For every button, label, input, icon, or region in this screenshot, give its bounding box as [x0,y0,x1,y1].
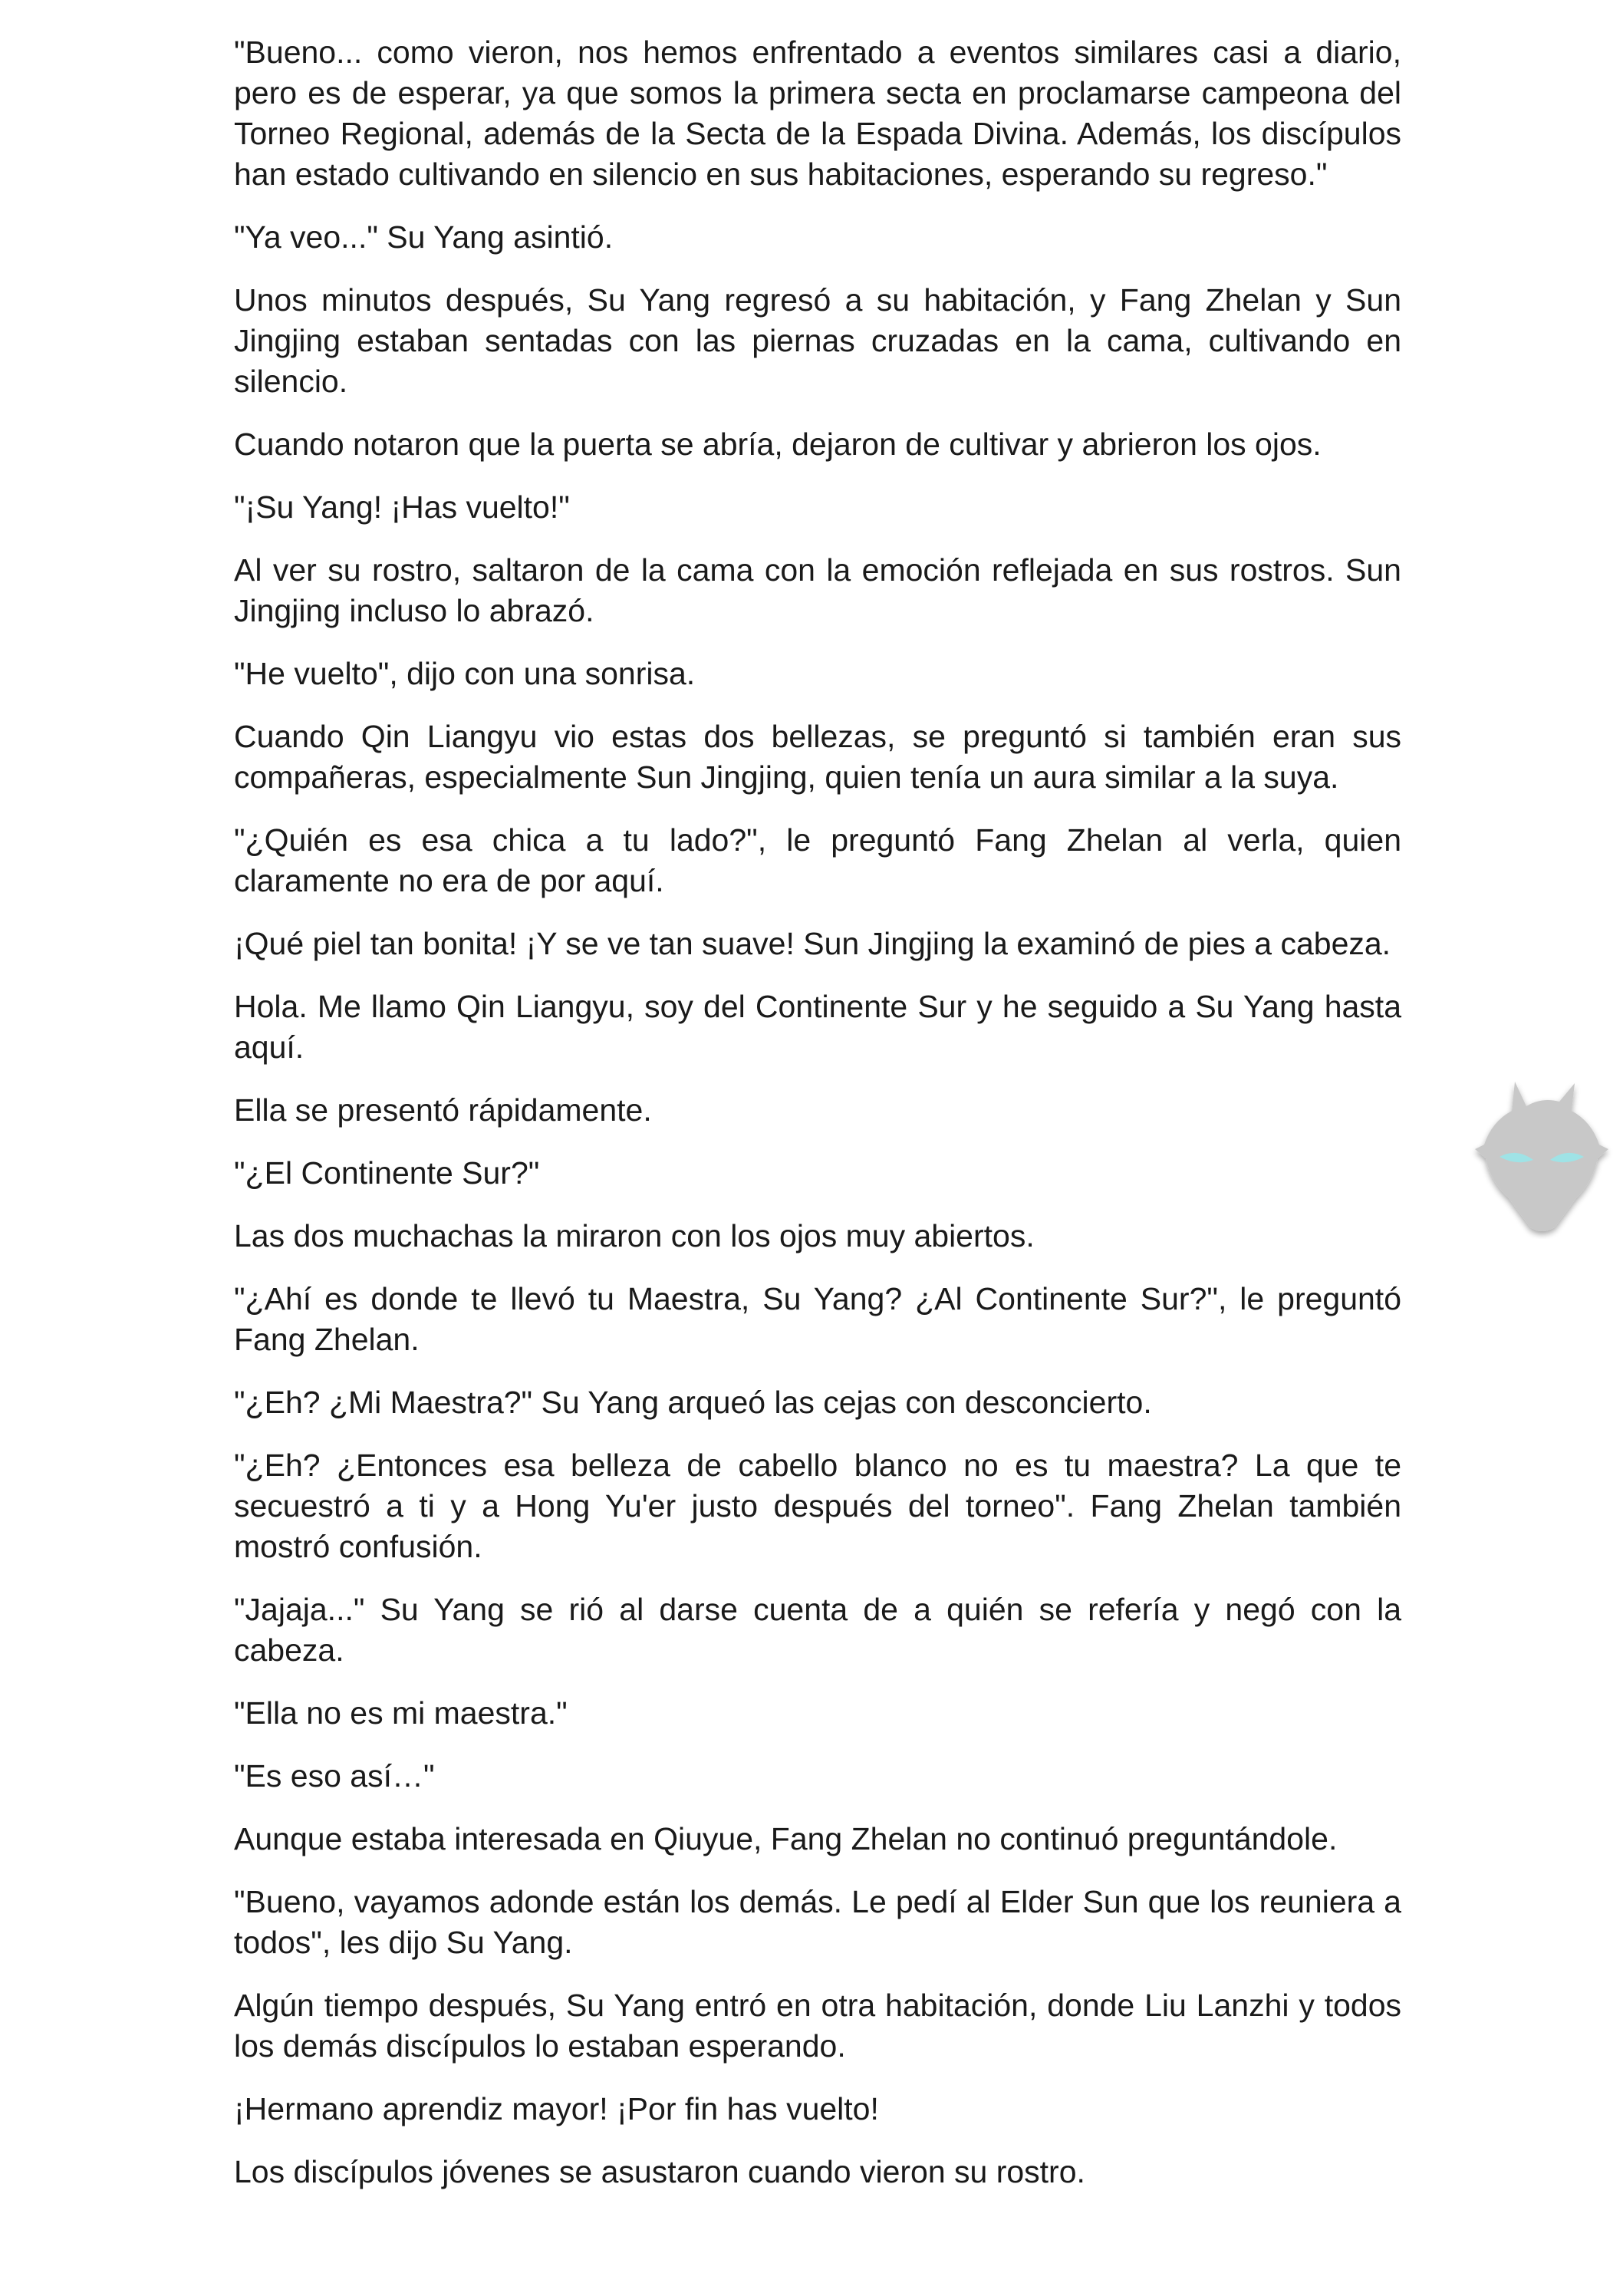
paragraph: "He vuelto", dijo con una sonrisa. [234,656,696,691]
paragraph: "¿Eh? ¿Mi Maestra?" Su Yang arqueó las cejas con desconcierto. [234,1385,1152,1420]
paragraph: "Jajaja..." Su Yang se rió al darse cuenta de a quién se refería y negó con la cabeza. [234,1592,1401,1668]
text-body [234,32,1401,2215]
paragraph: "Bueno... como vieron, nos hemos enfrentado a eventos similares casi a diario, pero es de esperar, ya que somos la primera secta en proclamarse campeona del Torneo Regional, además de la Secta de la Espada Divina. Además, los discípulos han estado cultivando en silencio en sus habitaciones, esperando su regreso." [234,35,1401,192]
paragraph: "Ella no es mi maestra." [234,1695,568,1731]
paragraph: "¿Quién es esa chica a tu lado?", le preguntó Fang Zhelan al verla, quien claramente no era de por aquí. [234,822,1401,898]
paragraph: Las dos muchachas la miraron con los ojos muy abiertos. [234,1218,1035,1253]
paragraph: Cuando notaron que la puerta se abría, dejaron de cultivar y abrieron los ojos. [234,427,1322,462]
paragraph: Los discípulos jóvenes se asustaron cuando vieron su rostro. [234,2154,1085,2189]
paragraph: Aunque estaba interesada en Qiuyue, Fang Zhelan no continuó preguntándole. [234,1821,1338,1856]
paragraph: "¿Ahí es donde te llevó tu Maestra, Su Yang? ¿Al Continente Sur?", le preguntó Fang Zhelan. [234,1281,1401,1357]
paragraph: Cuando Qin Liangyu vio estas dos bellezas, se preguntó si también eran sus compañeras, especialmente Sun Jingjing, quien tenía un aura similar a la suya. [234,719,1401,795]
paragraph: Ella se presentó rápidamente. [234,1092,652,1128]
paragraph: "¿Eh? ¿Entonces esa belleza de cabello blanco no es tu maestra? La que te secuestró a ti y a Hong Yu'er justo después del torneo". Fang Zhelan también mostró confusión. [234,1448,1401,1564]
paragraph: "¿El Continente Sur?" [234,1155,540,1191]
paragraph: Al ver su rostro, saltaron de la cama con la emoción reflejada en sus rostros. Sun Jingjing incluso lo abrazó. [234,552,1401,628]
paragraph: "Bueno, vayamos adonde están los demás. Le pedí al Elder Sun que los reuniera a todos", les dijo Su Yang. [234,1884,1401,1960]
paragraph: ¡Qué piel tan bonita! ¡Y se ve tan suave! Sun Jingjing la examinó de pies a cabeza. [234,926,1391,961]
paragraph: "Es eso así…" [234,1758,435,1794]
paragraph: ¡Hermano aprendiz mayor! ¡Por fin has vuelto! [234,2091,879,2126]
paragraph: Hola. Me llamo Qin Liangyu, soy del Continente Sur y he seguido a Su Yang hasta aquí. [234,989,1401,1065]
paragraph: "Ya veo..." Su Yang asintió. [234,219,614,255]
paragraph: "¡Su Yang! ¡Has vuelto!" [234,489,570,525]
paragraph: Algún tiempo después, Su Yang entró en otra habitación, donde Liu Lanzhi y todos los demás discípulos lo estaban esperando. [234,1988,1401,2064]
demon-head-icon [1469,1074,1615,1239]
paragraph: Unos minutos después, Su Yang regresó a su habitación, y Fang Zhelan y Sun Jingjing estaban sentadas con las piernas cruzadas en la cama, cultivando en silencio. [234,282,1401,399]
